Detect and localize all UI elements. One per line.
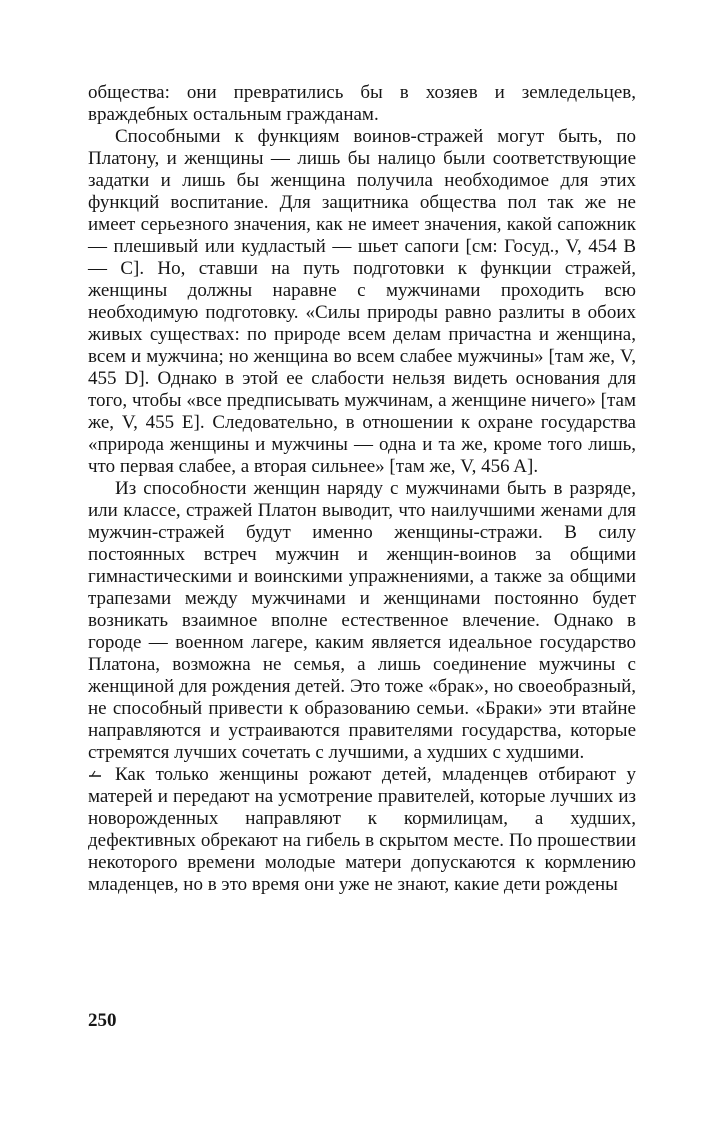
paragraph-marriage: Из способности женщин наряду с мужчинами быть в разряде, или классе, стражей Платон выводит, что наилучшими женами для мужчин-стражей будут именно женщины-стражи. В силу постоянных встреч мужчин и женщин-воинов за общими гимнастическими и воинскими упражнениями, а также за общими трапезами между мужчинами и женщинами постоянно будет возникать взаимное вполне естественное влечение. Однако в городе — военном лагере, каким является идеальное государство Платона, возможна не семья, а лишь соединение мужчины с женщиной для рождения детей. Это тоже «брак», но своеобразный, не способный привести к образованию семьи. «Браки» эти втайне направляются и устраиваются правителями государства, которые стремятся лучших сочетать с лучшими, а худших с худшими.	[88, 478, 636, 763]
page-number: 250	[88, 1010, 117, 1031]
paragraph-continuation: общества: они превратились бы в хозяев и земледельцев, враждебных остальным гражданам.	[88, 82, 636, 125]
body-text	[88, 82, 636, 896]
paragraph-children	[88, 764, 636, 896]
book-page	[88, 82, 636, 1062]
paragraph-guardians-women: Способными к функциям воинов-стражей могут быть, по Платону, и женщины — лишь бы налицо были соответствующие задатки и лишь бы женщина получила необходимое для этих функций воспитание. Для защитника общества пол так же не имеет серьезного значения, как не имеет значения, какой сапожник — плешивый или кудластый — шьет сапоги [см: Госуд., V, 454 В — С]. Но, ставши на путь подготовки к функции стражей, женщины должны наравне с мужчинами проходить всю необходимую подготовку. «Силы природы равно разлиты в обоих живых существах: по природе всем делам причастна и женщина, всем и мужчина; но женщина во всем слабее мужчины» [там же, V, 455 D]. Однако в этой ее слабости нельзя видеть основания для того, чтобы «все предписывать мужчинам, а женщине ничего» [там же, V, 455 E]. Следовательно, в отношении к охране государства «природа женщины и мужчины — одна и та же, кроме того лишь, что первая слабее, а вторая сильнее» [там же, V, 456 A].	[88, 126, 636, 477]
margin-mark-icon	[88, 770, 102, 778]
paragraph-children-text: Как только женщины рожают детей, младенцев отбирают у матерей и передают на усмотрение правителей, которые лучших из новорожденных направляют к кормилицам, а худших, дефективных обрекают на гибель в скрытом месте. По прошествии некоторого времени молодые матери допускаются к кормлению младенцев, но в это время они уже не знают, какие дети рождены	[88, 764, 636, 895]
